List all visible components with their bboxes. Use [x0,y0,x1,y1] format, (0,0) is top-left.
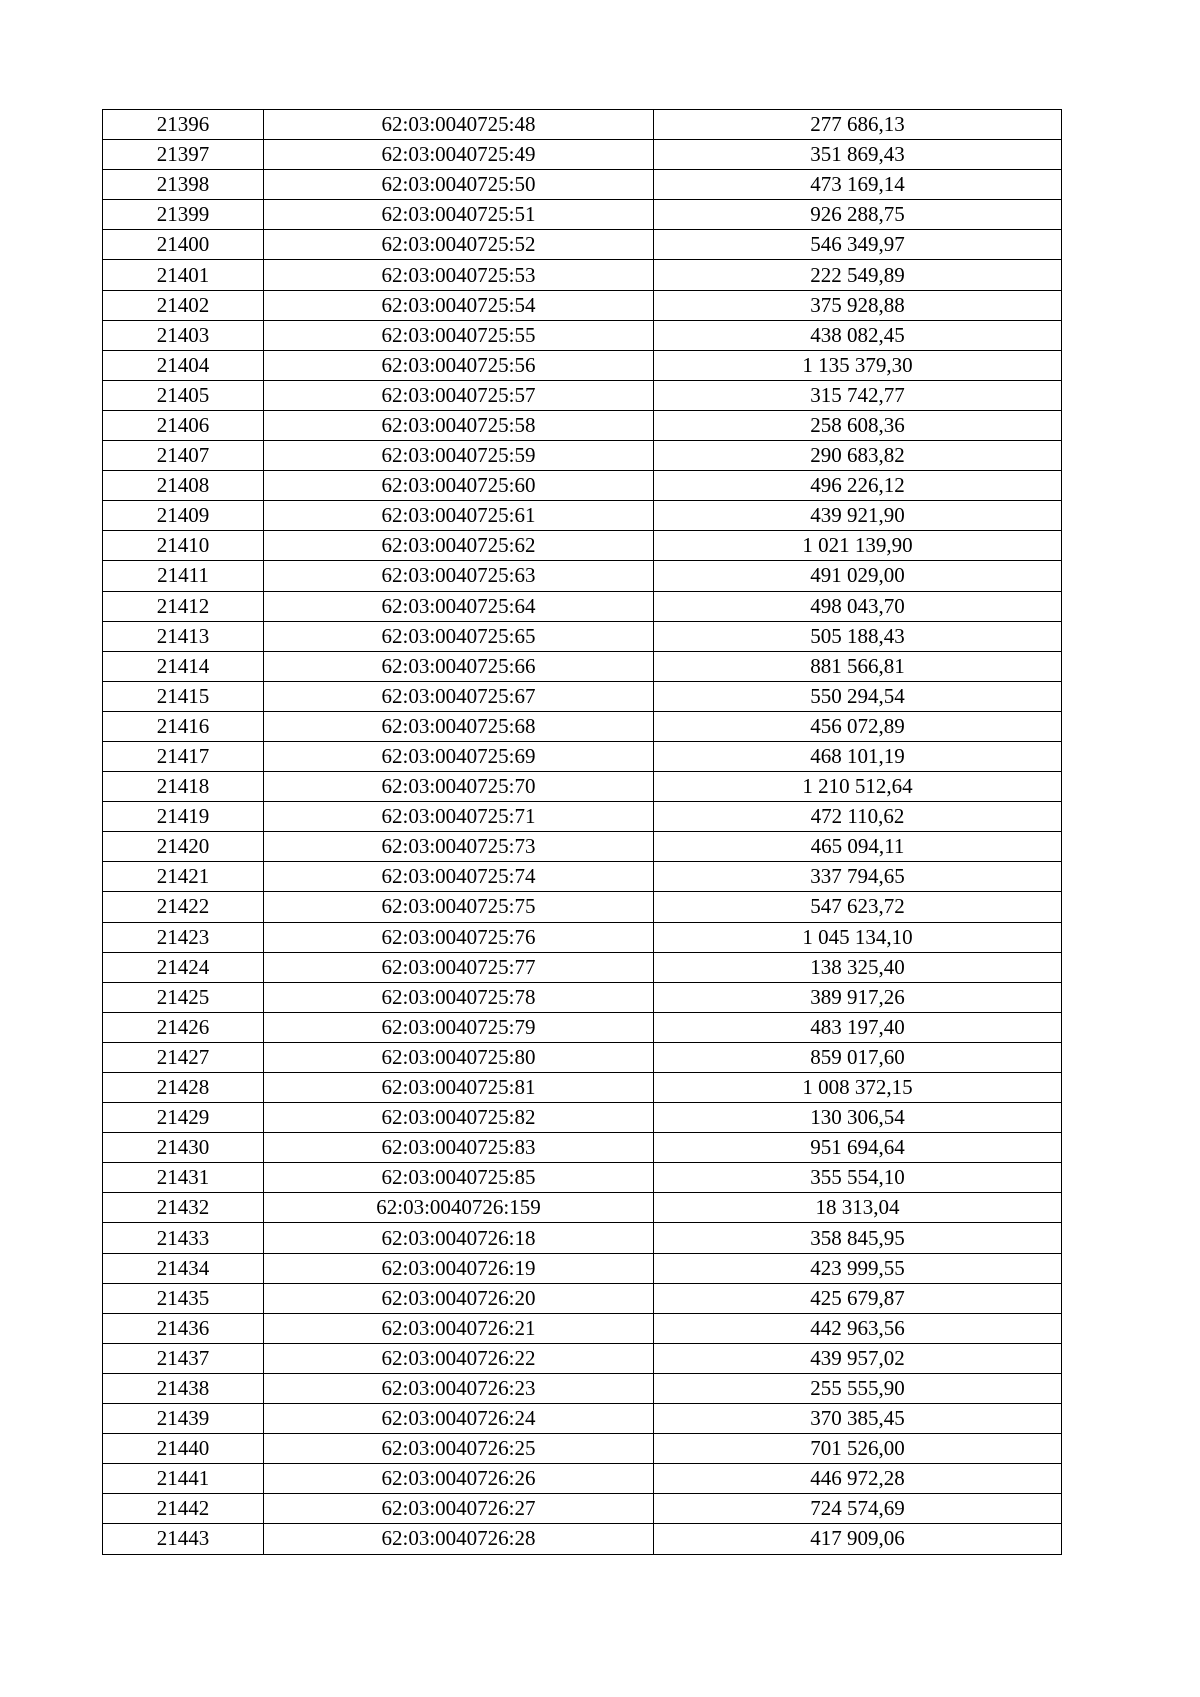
cadastral-number-cell: 62:03:0040725:61 [264,501,654,531]
table-row [103,651,1062,681]
table-row [103,1103,1062,1133]
row-number-cell: 21408 [103,471,264,501]
row-number-cell: 21434 [103,1253,264,1283]
cadastral-number-cell: 62:03:0040725:81 [264,1073,654,1103]
cadastral-value-cell: 439 921,90 [654,501,1062,531]
cadastral-number-cell: 62:03:0040726:20 [264,1283,654,1313]
cadastral-number-cell: 62:03:0040725:69 [264,741,654,771]
cadastral-value-cell: 439 957,02 [654,1343,1062,1373]
cadastral-number-cell: 62:03:0040725:59 [264,441,654,471]
table-row [103,471,1062,501]
row-number-cell: 21418 [103,772,264,802]
cadastral-number-cell: 62:03:0040726:21 [264,1313,654,1343]
cadastral-value-cell: 547 623,72 [654,892,1062,922]
table-row [103,1464,1062,1494]
cadastral-value-cell: 290 683,82 [654,441,1062,471]
row-number-cell: 21443 [103,1524,264,1554]
table-row [103,1494,1062,1524]
cadastral-number-cell: 62:03:0040725:51 [264,200,654,230]
table-row [103,591,1062,621]
table-row [103,380,1062,410]
row-number-cell: 21427 [103,1042,264,1072]
cadastral-value-cell: 1 135 379,30 [654,350,1062,380]
table-row [103,260,1062,290]
cadastral-number-cell: 62:03:0040725:60 [264,471,654,501]
cadastral-value-cell: 1 045 134,10 [654,922,1062,952]
cadastral-number-cell: 62:03:0040725:79 [264,1012,654,1042]
row-number-cell: 21410 [103,531,264,561]
cadastral-value-cell: 491 029,00 [654,561,1062,591]
table-row [103,1133,1062,1163]
cadastral-value-cell: 498 043,70 [654,591,1062,621]
cadastral-value-cell: 496 226,12 [654,471,1062,501]
row-number-cell: 21396 [103,110,264,140]
table-row [103,681,1062,711]
cadastral-number-cell: 62:03:0040725:85 [264,1163,654,1193]
cadastral-number-cell: 62:03:0040725:74 [264,862,654,892]
row-number-cell: 21423 [103,922,264,952]
table-row [103,1404,1062,1434]
row-number-cell: 21399 [103,200,264,230]
cadastral-number-cell: 62:03:0040725:65 [264,621,654,651]
cadastral-number-cell: 62:03:0040726:19 [264,1253,654,1283]
cadastral-value-cell: 859 017,60 [654,1042,1062,1072]
row-number-cell: 21425 [103,982,264,1012]
cadastral-number-cell: 62:03:0040725:63 [264,561,654,591]
row-number-cell: 21430 [103,1133,264,1163]
row-number-cell: 21409 [103,501,264,531]
cadastral-value-cell: 473 169,14 [654,170,1062,200]
row-number-cell: 21397 [103,140,264,170]
table-row [103,501,1062,531]
cadastral-number-cell: 62:03:0040725:82 [264,1103,654,1133]
table-row [103,1313,1062,1343]
cadastral-number-cell: 62:03:0040725:75 [264,892,654,922]
table-row [103,170,1062,200]
row-number-cell: 21402 [103,290,264,320]
table-row [103,832,1062,862]
cadastral-number-cell: 62:03:0040725:53 [264,260,654,290]
cadastral-value-cell: 255 555,90 [654,1373,1062,1403]
row-number-cell: 21412 [103,591,264,621]
cadastral-number-cell: 62:03:0040726:18 [264,1223,654,1253]
row-number-cell: 21407 [103,441,264,471]
cadastral-value-cell: 355 554,10 [654,1163,1062,1193]
row-number-cell: 21422 [103,892,264,922]
cadastral-number-cell: 62:03:0040725:80 [264,1042,654,1072]
row-number-cell: 21416 [103,711,264,741]
cadastral-value-cell: 550 294,54 [654,681,1062,711]
table-row [103,1524,1062,1554]
cadastral-value-cell: 724 574,69 [654,1494,1062,1524]
row-number-cell: 21401 [103,260,264,290]
cadastral-number-cell: 62:03:0040726:25 [264,1434,654,1464]
cadastral-number-cell: 62:03:0040725:62 [264,531,654,561]
cadastral-value-cell: 337 794,65 [654,862,1062,892]
table-row [103,561,1062,591]
cadastral-value-cell: 881 566,81 [654,651,1062,681]
table-row [103,531,1062,561]
table-row [103,1223,1062,1253]
cadastral-value-cell: 701 526,00 [654,1434,1062,1464]
cadastral-value-cell: 442 963,56 [654,1313,1062,1343]
cadastral-value-cell: 438 082,45 [654,320,1062,350]
row-number-cell: 21398 [103,170,264,200]
cadastral-value-cell: 483 197,40 [654,1012,1062,1042]
table-row [103,1163,1062,1193]
row-number-cell: 21433 [103,1223,264,1253]
row-number-cell: 21424 [103,952,264,982]
cadastral-number-cell: 62:03:0040726:27 [264,1494,654,1524]
cadastral-number-cell: 62:03:0040726:24 [264,1404,654,1434]
cadastral-value-cell: 389 917,26 [654,982,1062,1012]
table-row [103,802,1062,832]
cadastral-number-cell: 62:03:0040725:83 [264,1133,654,1163]
table-row [103,862,1062,892]
row-number-cell: 21411 [103,561,264,591]
cadastral-value-cell: 277 686,13 [654,110,1062,140]
cadastral-value-cell: 1 008 372,15 [654,1073,1062,1103]
cadastral-number-cell: 62:03:0040725:67 [264,681,654,711]
cadastral-value-cell: 1 021 139,90 [654,531,1062,561]
table-row [103,772,1062,802]
cadastral-value-cell: 456 072,89 [654,711,1062,741]
row-number-cell: 21405 [103,380,264,410]
cadastral-number-cell: 62:03:0040725:54 [264,290,654,320]
cadastral-number-cell: 62:03:0040725:70 [264,772,654,802]
cadastral-value-cell: 417 909,06 [654,1524,1062,1554]
cadastral-number-cell: 62:03:0040725:64 [264,591,654,621]
row-number-cell: 21439 [103,1404,264,1434]
row-number-cell: 21400 [103,230,264,260]
row-number-cell: 21429 [103,1103,264,1133]
row-number-cell: 21415 [103,681,264,711]
table-row [103,140,1062,170]
cadastral-number-cell: 62:03:0040725:50 [264,170,654,200]
table-row [103,110,1062,140]
cadastral-value-cell: 423 999,55 [654,1253,1062,1283]
table-row [103,922,1062,952]
cadastral-number-cell: 62:03:0040725:73 [264,832,654,862]
table-row [103,892,1062,922]
table-row [103,1434,1062,1464]
row-number-cell: 21406 [103,410,264,440]
cadastral-value-cell: 258 608,36 [654,410,1062,440]
cadastral-number-cell: 62:03:0040725:57 [264,380,654,410]
table-row [103,290,1062,320]
cadastral-number-cell: 62:03:0040726:22 [264,1343,654,1373]
table-row [103,1343,1062,1373]
cadastral-number-cell: 62:03:0040725:77 [264,952,654,982]
table-body [103,110,1062,1555]
cadastral-value-cell: 1 210 512,64 [654,772,1062,802]
cadastral-value-table [102,109,1062,1555]
table-row [103,230,1062,260]
cadastral-number-cell: 62:03:0040725:48 [264,110,654,140]
cadastral-number-cell: 62:03:0040725:58 [264,410,654,440]
row-number-cell: 21441 [103,1464,264,1494]
cadastral-value-cell: 351 869,43 [654,140,1062,170]
row-number-cell: 21421 [103,862,264,892]
cadastral-number-cell: 62:03:0040726:28 [264,1524,654,1554]
row-number-cell: 21413 [103,621,264,651]
row-number-cell: 21417 [103,741,264,771]
row-number-cell: 21438 [103,1373,264,1403]
row-number-cell: 21436 [103,1313,264,1343]
row-number-cell: 21442 [103,1494,264,1524]
cadastral-value-cell: 130 306,54 [654,1103,1062,1133]
row-number-cell: 21414 [103,651,264,681]
row-number-cell: 21435 [103,1283,264,1313]
cadastral-value-cell: 468 101,19 [654,741,1062,771]
table-row [103,1283,1062,1313]
cadastral-value-cell: 358 845,95 [654,1223,1062,1253]
cadastral-value-cell: 18 313,04 [654,1193,1062,1223]
cadastral-value-cell: 465 094,11 [654,832,1062,862]
table-row [103,741,1062,771]
cadastral-number-cell: 62:03:0040725:49 [264,140,654,170]
cadastral-number-cell: 62:03:0040725:55 [264,320,654,350]
cadastral-value-cell: 472 110,62 [654,802,1062,832]
table-row [103,1373,1062,1403]
row-number-cell: 21426 [103,1012,264,1042]
table-row [103,441,1062,471]
row-number-cell: 21437 [103,1343,264,1373]
cadastral-value-cell: 138 325,40 [654,952,1062,982]
table-row [103,350,1062,380]
table-row [103,1012,1062,1042]
cadastral-value-cell: 375 928,88 [654,290,1062,320]
table-row [103,1193,1062,1223]
row-number-cell: 21403 [103,320,264,350]
table-row [103,621,1062,651]
table-row [103,1073,1062,1103]
cadastral-number-cell: 62:03:0040726:23 [264,1373,654,1403]
table-row [103,1042,1062,1072]
cadastral-number-cell: 62:03:0040726:26 [264,1464,654,1494]
cadastral-value-cell: 505 188,43 [654,621,1062,651]
table-row [103,200,1062,230]
row-number-cell: 21440 [103,1434,264,1464]
table-row [103,982,1062,1012]
cadastral-value-cell: 546 349,97 [654,230,1062,260]
row-number-cell: 21428 [103,1073,264,1103]
row-number-cell: 21431 [103,1163,264,1193]
cadastral-value-cell: 370 385,45 [654,1404,1062,1434]
cadastral-value-cell: 926 288,75 [654,200,1062,230]
table-row [103,320,1062,350]
row-number-cell: 21420 [103,832,264,862]
row-number-cell: 21419 [103,802,264,832]
cadastral-number-cell: 62:03:0040725:78 [264,982,654,1012]
cadastral-number-cell: 62:03:0040725:56 [264,350,654,380]
cadastral-number-cell: 62:03:0040725:71 [264,802,654,832]
table-row [103,711,1062,741]
cadastral-value-cell: 446 972,28 [654,1464,1062,1494]
row-number-cell: 21404 [103,350,264,380]
cadastral-number-cell: 62:03:0040725:52 [264,230,654,260]
table-row [103,1253,1062,1283]
cadastral-number-cell: 62:03:0040725:68 [264,711,654,741]
table-row [103,410,1062,440]
cadastral-number-cell: 62:03:0040725:66 [264,651,654,681]
cadastral-value-cell: 425 679,87 [654,1283,1062,1313]
cadastral-value-cell: 951 694,64 [654,1133,1062,1163]
cadastral-value-cell: 315 742,77 [654,380,1062,410]
cadastral-number-cell: 62:03:0040725:76 [264,922,654,952]
cadastral-number-cell: 62:03:0040726:159 [264,1193,654,1223]
cadastral-value-cell: 222 549,89 [654,260,1062,290]
table-row [103,952,1062,982]
row-number-cell: 21432 [103,1193,264,1223]
